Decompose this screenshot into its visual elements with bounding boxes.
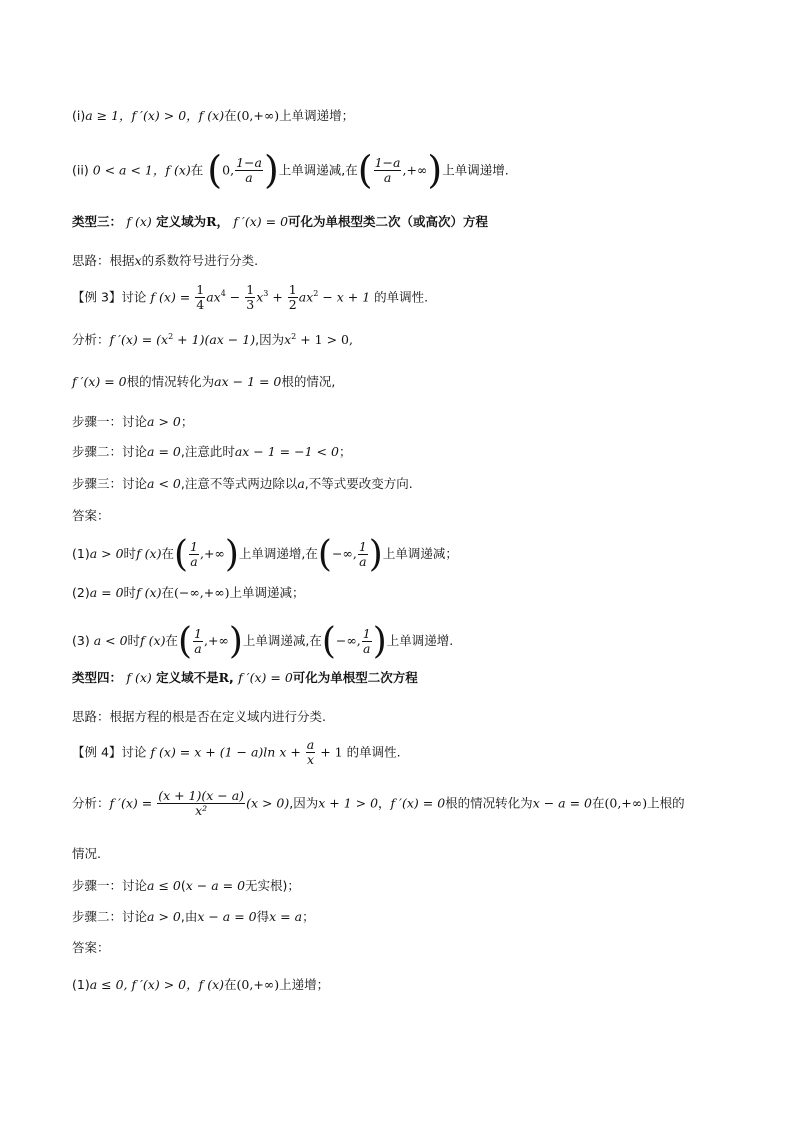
fraction: $\frac{1}{a}$ [358,538,367,570]
case-ii-line: (ii) 0 < a < 1，f (x)在 (0, $\frac{1-a}{a}$ )上单调递减,在( $\frac{1-a}{a}$ ,+∞)上单调递增. [72,148,509,192]
fraction: $\frac{a}{x}$ [306,737,315,768]
answer-2: (2)a = 0时f (x)在(−∞,+∞)上单调递减； [72,585,305,600]
analysis-line: 分析：f ′(x) = $\frac{(x + 1)(x - a)}{\text{x²}}$ (x > 0),因为x + 1 > 0，f ′(x) = 0根的情况转化为x − a = 0在(0,+∞)上根的 [72,788,685,819]
case-i-line [72,108,734,123]
fraction: $\frac{1}{2}$ [288,282,297,313]
answer-1: (1)a > 0时f (x)在( $\frac{1}{a}$ ,+∞)上单调递增,在(−∞, $\frac{1}{a}$ )上单调递减； [72,534,458,575]
analysis-continuation: 情况. [72,846,101,861]
fraction: $\frac{1}{3}$ [246,282,255,313]
answer-label: 答案： [72,940,110,955]
fraction: $\frac{1}{a}$ [362,625,371,657]
fraction: $\frac{1}{4}$ [196,282,205,313]
fraction: $\frac{1}{a}$ [194,625,202,657]
text: 上单调递增. [442,162,509,178]
right-paren: ) [263,148,279,192]
example-label: 【例 4】讨论 [72,744,147,760]
case-label: (ii) [72,162,89,178]
text: 上单调递增； [279,108,355,123]
idea-line: 思路：根据方程的根是否在定义域内进行分类. [72,709,326,724]
fraction: $\frac{(x + 1)(x - a)}{\text{x²}}$ [158,788,245,819]
example-4-line: 【例 4】讨论 f (x) = x + (1 − a)ln x + $\frac{a}{x}$ + 1 的单调性. [72,737,401,768]
left-paren: ( [207,148,223,192]
text: 在 [224,108,237,123]
type-three-heading: 类型三： f (x) 定义域为R， f ′(x) = 0可化为单根型类二次（或高次）方程 [72,214,489,229]
step-three: 步骤三：讨论a < 0,注意不等式两边除以a,不等式要改变方向. [72,476,413,491]
answer-1: (1)a ≤ 0, f ′(x) > 0，f (x)在(0,+∞)上递增； [72,977,330,992]
fraction: $\frac{1-a}{a}$ [236,154,262,186]
section-label: 类型四： [72,670,123,685]
math-expression: a ≥ 1，f ′(x) > 0，f (x) [85,108,225,123]
step-one: 步骤一：讨论a ≤ 0(x − a = 0无实根)； [72,878,300,893]
interval: (0,+∞) [236,108,280,123]
step-two: 步骤二：讨论a > 0,由x − a = 0得x = a； [72,909,315,924]
answer-label: 答案： [72,508,110,523]
case-label: (i) [72,108,86,123]
answer-3: (3) a < 0时f (x)在( $\frac{1}{a}$ ,+∞)上单调递减,在(−∞, $\frac{1}{a}$ )上单调递增. [72,621,454,662]
analysis-line: 分析：f $'(x) = (x^2 + 1)(ax - 1)$,因为$x^2 + 1 > 0$, [72,331,353,347]
analysis-line: f ′(x) = 0根的情况转化为ax − 1 = 0根的情况, [72,374,336,389]
fraction: $\frac{1-a}{a}$ [374,154,401,186]
step-one: 步骤一：讨论a > 0； [72,414,194,429]
example-3-line: 【例 3】讨论 f (x) = $\frac{1}{4}$ $ax^4$ − $\frac{1}{3}$ $x^3$ + $\frac{1}{2}$ $ax^2 - x + 1$ 的单调性. [72,282,429,313]
text: 上单调递减,在 [278,162,358,178]
type-four-heading: 类型四： f (x) 定义域不是R, f ′(x) = 0可化为单根型二次方程 [72,670,418,685]
math-expression: 0 < a < 1，f (x) [92,162,191,178]
step-two: 步骤二：讨论a = 0,注意此时ax − 1 = −1 < 0； [72,444,352,459]
fraction: $\frac{1}{a}$ [190,538,198,570]
idea-line: 思路：根据x的系数符号进行分类. [72,253,259,268]
section-label: 类型三： [72,214,123,229]
example-label: 【例 3】讨论 [72,289,147,305]
text: 在 [190,162,204,178]
